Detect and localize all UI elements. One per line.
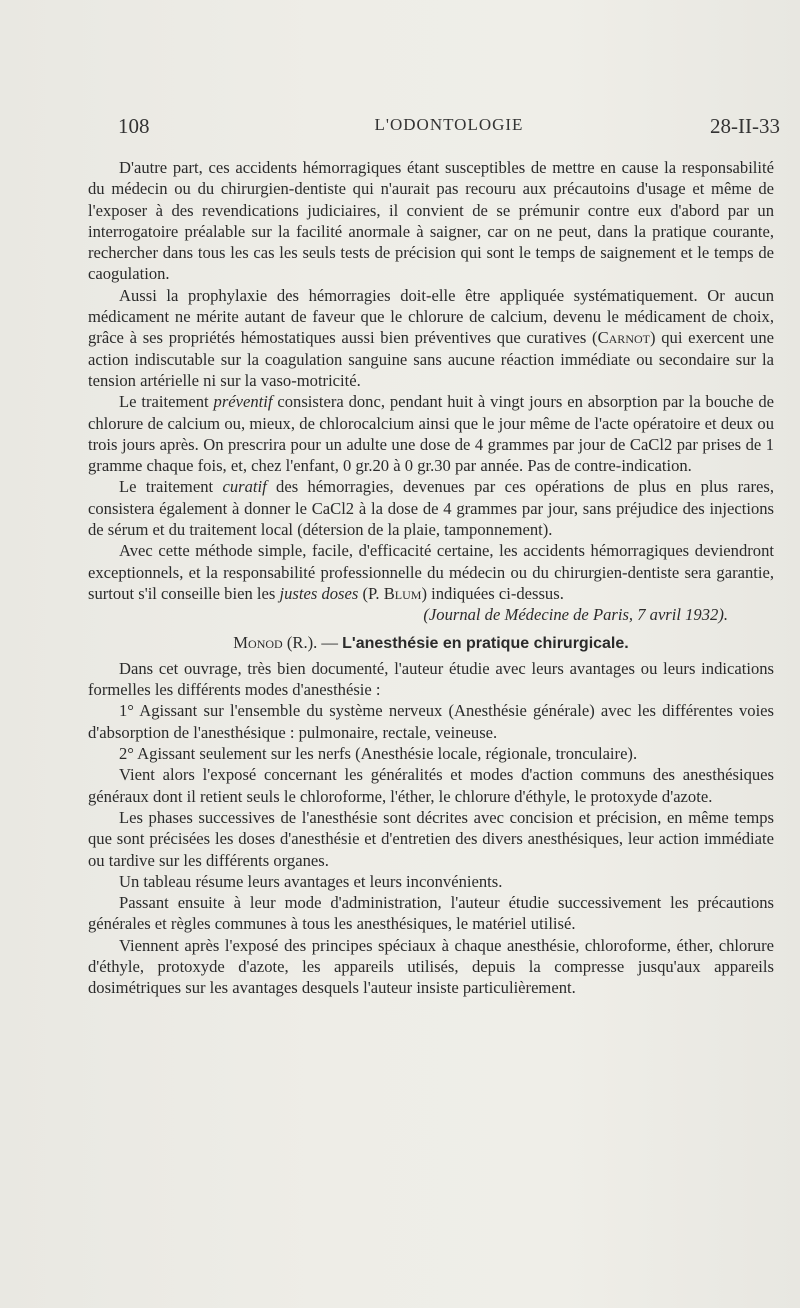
- author-name-blum: Blum: [383, 583, 422, 603]
- review-dash: —: [317, 632, 343, 652]
- review-author: Monod (R.).: [233, 632, 318, 652]
- author-name-carnot: Carnot: [597, 328, 650, 348]
- review-title: L'anesthésie en pratique chirurgicale.: [342, 634, 629, 652]
- review-paragraph-principles: Viennent après l'exposé des principes spéciaux à chaque anesthésie, chloroforme, éther, chlorure d'éthyle, protoxyde d'azote, les appareils utilisés, depuis la compresse jusqu'aux appareils dosimétriques sur les avantages desquels l'auteur insiste particulièrement.: [88, 935, 774, 998]
- issue-date: 28-II-33: [710, 114, 780, 138]
- article-body: [88, 157, 774, 999]
- paragraph-prophylaxis: [88, 285, 774, 391]
- page-number: 108: [118, 114, 150, 138]
- review-paragraph-local: 2° Agissant seulement sur les nerfs (Anesthésie locale, régionale, tronculaire).: [119, 744, 638, 764]
- paragraph-curative-treatment: [88, 476, 774, 540]
- text-span: Le traitement: [119, 477, 223, 497]
- review-paragraph-table: Un tableau résume leurs avantages et leurs inconvénients.: [119, 871, 503, 891]
- paragraph-responsibility: D'autre part, ces accidents hémorragiques étant susceptibles de mettre en cause la responsabilité du médecin ou du chirurgien-dentiste qui n'aurait pas recouru aux précautoins d'usage et même de l'exposer à des revendications judiciaires, il convient de se prémunir contre eux d'abord par un interrogatoire préalable sur la facilité anormale à saigner, car on ne peut, dans la pratique courante, rechercher dans tous les cas les seuls tests de précision qui sont le temps de saignement et le temps de caogulation.: [88, 158, 774, 284]
- paragraph-preventive-treatment: [88, 391, 774, 476]
- text-span: Le traitement: [119, 392, 214, 412]
- review-paragraph-administration: Passant ensuite à leur mode d'administration, l'auteur étudie successivement les précautions générales et règles communes à tous les anesthésiques, le matériel utilisé.: [88, 893, 774, 934]
- text-span: des hémorragies, devenues par ces opérations de plus en plus rares, consistera également à donner le CaCl2 à la dose de 4 grammes par jour, sans préjudice des injections de sérum et du traitement local (détersion de la plaie, tamponnement).: [88, 477, 774, 540]
- text-span: ) indiquées ci-dessus.: [421, 583, 564, 603]
- review-paragraph-general: 1° Agissant sur l'ensemble du système nerveux (Anesthésie générale) avec les différentes voies d'absorption de l'anesthésique : pulmonaire, rectale, veineuse.: [88, 701, 774, 742]
- running-header: [118, 114, 780, 140]
- journal-title: L'ODONTOLOGIE: [374, 115, 524, 134]
- review-paragraph-generalities: Vient alors l'exposé concernant les généralités et modes d'action communs des anesthésiques généraux dont il retient seuls le chloroforme, l'éther, le chlorure d'éthyle, le protoxyde d'azote.: [88, 765, 774, 806]
- review-paragraph-phases: Les phases successives de l'anesthésie sont décrites avec concision et précision, en même temps que sont précisées les doses d'anesthésie et d'entretien des divers anesthésiques, leur action immédiate ou tardive sur les différents organes.: [88, 807, 774, 870]
- emphasis-justes-doses: justes doses: [279, 583, 359, 603]
- source-citation: (Journal de Médecine de Paris, 7 avril 1932).: [423, 605, 728, 625]
- text-span: consistera donc, pendant huit à vingt jours en absorption par la bouche de chlorure de calcium ou, mieux, de chlorocalcium ainsi que le jour même de l'acte opératoire et deux ou trois jours après. On prescrira pour un adulte une dose de 4 grammes par jour de CaCl2 par prises de 1 gramme chaque fois, et, chez l'enfant, 0 gr.20 à 0 gr.30 par année. Pas de contre-indication.: [88, 392, 774, 476]
- emphasis-curatif: curatif: [222, 477, 267, 497]
- review-paragraph-intro: Dans cet ouvrage, très bien documenté, l'auteur étudie avec leurs avantages ou leurs indications formelles les différents modes d'anesthésie :: [88, 658, 774, 700]
- paragraph-conclusion: [88, 540, 774, 604]
- text-span: Aussi la prophylaxie des hémorragies doit-elle être appliquée systématiquement. Or aucun médicament ne mérite autant de faveur que le chlorure de calcium, devenu le médicament de choix, grâce à ses propriétés hémostatiques aussi bien préventives que curatives (: [88, 285, 774, 348]
- text-span: (P.: [358, 583, 384, 603]
- text-span: Avec cette méthode simple, facile, d'efficacité certaine, les accidents hémorragiques deviendront exceptionnels, et la responsabilité professionnelle du médecin ou du chirurgien-dentiste sera garantie, surtout s'il conseille bien les: [88, 541, 774, 603]
- review-heading: [88, 632, 774, 654]
- emphasis-preventif: préventif: [213, 392, 273, 412]
- text-span: ) qui exercent une action indiscutable sur la coagulation sanguine sans aucune réaction immédiate ou secondaire sur la tension artérielle ni sur la vaso-motricité.: [88, 328, 774, 390]
